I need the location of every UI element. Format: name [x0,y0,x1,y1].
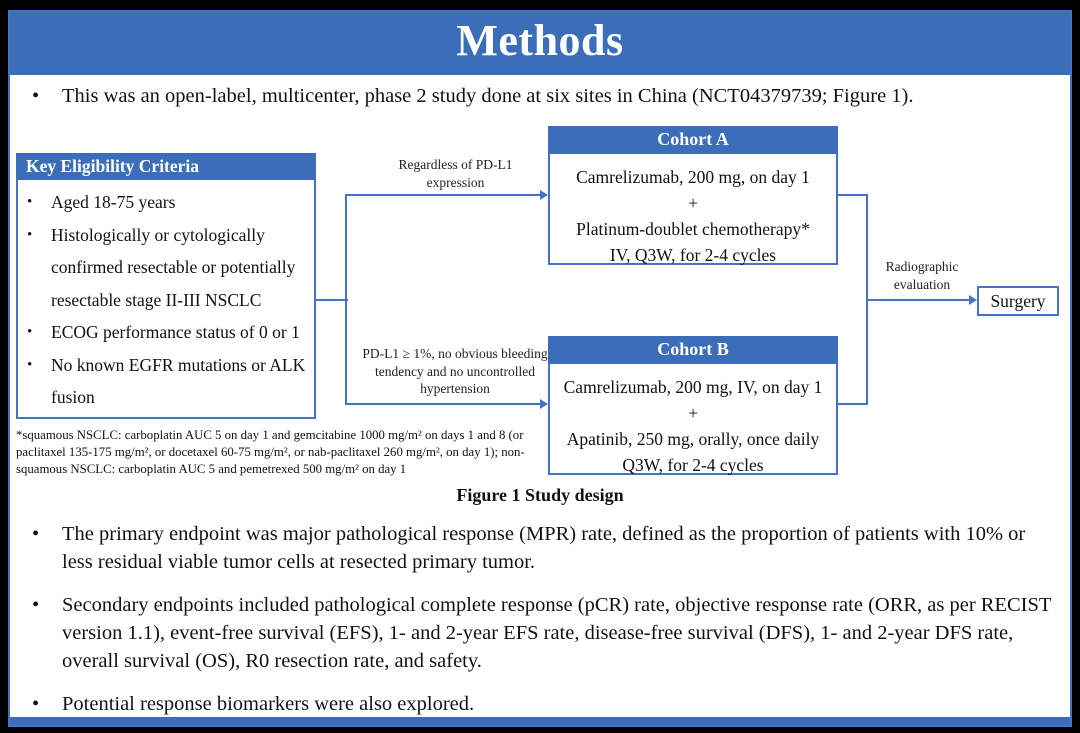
arrow-right-icon [540,190,548,200]
cohort-b-line: Apatinib, 250 mg, orally, once daily [566,429,820,449]
connector-line [838,403,868,405]
title-banner [8,10,1072,75]
arrow-right-icon [540,399,548,409]
connector-line [866,299,969,301]
connector-line [345,194,347,405]
eligibility-criteria-list [24,186,306,414]
endpoint-bullet: • The primary endpoint was major pathological response (MPR) rate, defined as the proportion of patients with 10% or less residual viable tumor cells at resected primary tumor. [30,520,1052,576]
cohort-b-line: + [688,403,698,423]
cohort-b-body [550,368,836,478]
cohort-a-line: IV, Q3W, for 2-4 cycles [609,245,777,265]
branch-label-cohort-b: PD-L1 ≥ 1%, no obvious bleeding tendency and no uncontrolled hypertension [362,346,548,396]
cohort-a-body [550,158,836,268]
page-title: Methods [456,16,624,65]
eligibility-item: • Histologically or cytologically confirmed resectable or potentially resectable stage II-III NSCLC [24,219,313,317]
endpoint-bullet: • Secondary endpoints included pathological complete response (pCR) rate, objective response rate (ORR, as per RECIST version 1.1), event-free survival (EFS), 1- and 2-year EFS rate, disease-free survival (DFS), 1- and 2-year DFS rate, overall survival (OS), R0 resection rate, and safety. [30,591,1052,675]
cohort-b-line: Q3W, for 2-4 cycles [622,455,764,475]
eligibility-item: • Aged 18-75 years [24,186,313,219]
surgery-box: Surgery [977,286,1059,316]
cohort-b-header: Cohort B [548,336,838,364]
eligibility-item: • No known EGFR mutations or ALK fusion [24,349,313,414]
arrow-right-icon [969,295,977,305]
intro-bullet-list [30,83,1050,110]
connector-line [315,299,348,301]
eligibility-box-header: Key Eligibility Criteria [16,153,316,180]
branch-label-cohort-a: Regardless of PD-L1 expression [398,157,513,190]
cohort-a-line: + [688,193,698,213]
cohort-a-line: Camrelizumab, 200 mg, on day 1 [576,167,810,187]
cohort-a-line: Platinum-doublet chemotherapy* [576,219,810,239]
cohort-b-line: Camrelizumab, 200 mg, IV, on day 1 [563,377,823,397]
endpoint-bullet-list [30,520,1052,733]
intro-bullet: • This was an open-label, multicenter, phase 2 study done at six sites in China (NCT04379739; Figure 1). [30,83,1050,110]
connector-line [345,403,541,405]
endpoint-bullet: • Potential response biomarkers were also explored. [30,690,1052,718]
connector-line [838,194,868,196]
radiographic-evaluation-label: Radiographic evaluation [885,259,959,292]
eligibility-item: • ECOG performance status of 0 or 1 [24,316,313,349]
chemotherapy-footnote: *squamous NSCLC: carboplatin AUC 5 on day 1 and gemcitabine 1000 mg/m² on days 1 and 8 (or paclitaxel 135-175 mg/m², or docetaxel 60-75 mg/m², or nab-paclitaxel 260 mg/m², on day 1); non-squamous NSCLC: carboplatin AUC 5 and pemetrexed 500 mg/m² on day 1 [16,428,525,476]
figure-caption: Figure 1 Study design [456,485,624,505]
connector-line [345,194,541,196]
cohort-a-header: Cohort A [548,126,838,154]
